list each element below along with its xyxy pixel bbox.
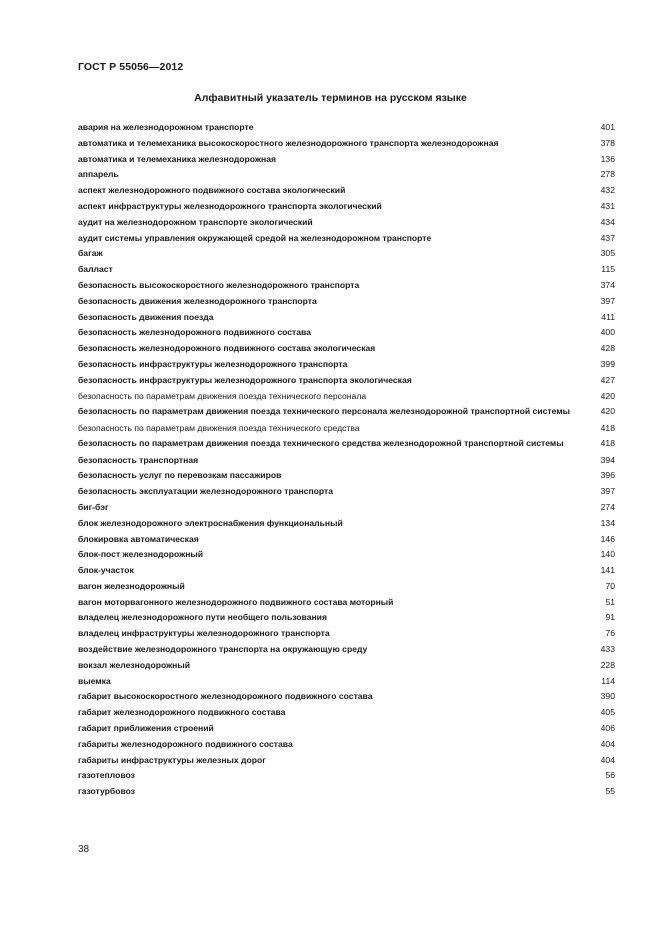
index-term: аудит системы управления окружающей средой на железнодорожном транспорте bbox=[78, 232, 432, 243]
index-term: безопасность движения железнодорожного транспорта bbox=[78, 295, 317, 306]
index-page-ref: 399 bbox=[600, 358, 615, 369]
index-page-ref: 136 bbox=[600, 153, 615, 164]
index-entry bbox=[78, 723, 615, 734]
index-page-ref: 390 bbox=[600, 691, 615, 702]
index-entry bbox=[78, 343, 615, 354]
index-page-ref: 418 bbox=[600, 422, 615, 433]
index-term: аспект инфраструктуры железнодорожного транспорта экологический bbox=[78, 200, 382, 211]
index-entry bbox=[78, 312, 615, 323]
index-entry bbox=[78, 502, 615, 513]
index-page-ref: 434 bbox=[600, 216, 615, 227]
index-page-ref: 396 bbox=[600, 470, 615, 481]
index-term: безопасность по параметрам движения поезда технического персонала bbox=[78, 390, 367, 401]
index-page-ref: 115 bbox=[601, 264, 615, 275]
index-entry bbox=[78, 676, 615, 687]
index-term: безопасность по параметрам движения поезда технического персонала железнодорожной транспортной системы bbox=[78, 406, 570, 417]
index-term: безопасность высокоскоростного железнодорожного транспорта bbox=[78, 279, 360, 290]
index-page-ref: 114 bbox=[601, 675, 615, 686]
index-entry bbox=[78, 770, 615, 781]
term-index-list bbox=[78, 122, 615, 802]
index-entry bbox=[78, 438, 615, 449]
index-term: авария на железнодорожном транспорте bbox=[78, 122, 254, 132]
index-page-ref: 378 bbox=[600, 137, 615, 148]
index-entry bbox=[78, 375, 615, 386]
index-page-ref: 141 bbox=[600, 565, 615, 576]
index-page-ref: 228 bbox=[600, 659, 615, 670]
index-term: габарит железнодорожного подвижного состава bbox=[78, 707, 286, 718]
index-term: безопасность движения поезда bbox=[78, 311, 214, 322]
index-entry bbox=[78, 518, 615, 529]
index-entry bbox=[78, 391, 615, 402]
index-term: вокзал железнодорожный bbox=[78, 659, 190, 670]
document-code: ГОСТ Р 55056—2012 bbox=[78, 61, 184, 73]
index-term: блокировка автоматическая bbox=[78, 533, 199, 544]
index-entry bbox=[78, 786, 615, 797]
index-page-ref: 56 bbox=[605, 770, 615, 781]
index-entry bbox=[78, 628, 615, 639]
index-term: безопасность эксплуатации железнодорожного транспорта bbox=[78, 486, 334, 497]
index-page-ref: 140 bbox=[600, 549, 615, 560]
index-page-ref: 146 bbox=[600, 533, 615, 544]
index-term: багаж bbox=[78, 248, 103, 259]
index-page-ref: 405 bbox=[600, 707, 615, 718]
index-page-ref: 427 bbox=[600, 374, 615, 385]
index-entry bbox=[78, 612, 615, 623]
index-page-ref: 394 bbox=[600, 454, 615, 465]
index-entry bbox=[78, 455, 615, 466]
index-entry bbox=[78, 296, 615, 307]
index-entry bbox=[78, 154, 615, 165]
index-term: габариты железнодорожного подвижного состава bbox=[78, 738, 293, 749]
index-page-ref: 70 bbox=[605, 580, 615, 591]
index-term: аспект железнодорожного подвижного состава экологический bbox=[78, 185, 346, 196]
index-page-ref: 274 bbox=[600, 501, 615, 512]
index-page-ref: 418 bbox=[600, 438, 615, 449]
index-page-ref: 401 bbox=[600, 122, 615, 132]
page-number: 38 bbox=[78, 844, 90, 855]
index-term: газотурбовоз bbox=[78, 786, 136, 797]
index-page-ref: 55 bbox=[605, 786, 615, 797]
index-entry bbox=[78, 217, 615, 228]
index-term: блок-пост железнодорожный bbox=[78, 549, 204, 560]
index-entry bbox=[78, 169, 615, 180]
index-page-ref: 433 bbox=[600, 644, 615, 655]
index-term: габарит высокоскоростного железнодорожного подвижного состава bbox=[78, 691, 373, 702]
index-term: балласт bbox=[78, 264, 113, 275]
index-term: газотепловоз bbox=[78, 770, 135, 781]
index-term: автоматика и телемеханика железнодорожная bbox=[78, 153, 277, 164]
index-entry bbox=[78, 280, 615, 291]
index-entry bbox=[78, 581, 615, 592]
index-entry bbox=[78, 264, 615, 275]
index-term: габариты инфраструктуры железных дорог bbox=[78, 754, 266, 765]
index-page-ref: 76 bbox=[605, 628, 615, 639]
index-entry bbox=[78, 138, 615, 149]
index-entry bbox=[78, 755, 615, 766]
index-term: аудит на железнодорожном транспорте экологический bbox=[78, 216, 313, 227]
index-term: биг-бэг bbox=[78, 501, 109, 512]
index-page-ref: 91 bbox=[605, 612, 615, 623]
index-entry bbox=[78, 423, 615, 434]
index-entry bbox=[78, 739, 615, 750]
index-term: вагон железнодорожный bbox=[78, 580, 185, 591]
index-entry bbox=[78, 660, 615, 671]
index-term: безопасность транспортная bbox=[78, 454, 199, 465]
index-term: блок железнодорожного электроснабжения функциональный bbox=[78, 517, 343, 528]
index-page-ref: 406 bbox=[600, 723, 615, 734]
index-entry bbox=[78, 486, 615, 497]
index-page-ref: 404 bbox=[600, 754, 615, 765]
index-page-ref: 432 bbox=[600, 185, 615, 196]
index-title: Алфавитный указатель терминов на русском языке bbox=[194, 92, 467, 104]
index-page-ref: 397 bbox=[600, 486, 615, 497]
index-page-ref: 420 bbox=[600, 406, 615, 417]
index-term: безопасность инфраструктуры железнодорожного транспорта bbox=[78, 358, 348, 369]
index-term: безопасность инфраструктуры железнодорожного транспорта экологическая bbox=[78, 374, 412, 385]
index-page-ref: 400 bbox=[600, 327, 615, 338]
index-entry bbox=[78, 201, 615, 212]
index-term: владелец железнодорожного пути необщего пользования bbox=[78, 612, 327, 623]
index-entry bbox=[78, 470, 615, 481]
index-entry bbox=[78, 707, 615, 718]
index-entry bbox=[78, 691, 615, 702]
index-term: безопасность железнодорожного подвижного состава bbox=[78, 327, 311, 338]
index-page-ref: 411 bbox=[601, 311, 615, 322]
index-term: владелец инфраструктуры железнодорожного транспорта bbox=[78, 628, 330, 639]
index-entry bbox=[78, 549, 615, 560]
index-term: автоматика и телемеханика высокоскоростного железнодорожного транспорта железнодорожная bbox=[78, 137, 499, 148]
index-entry bbox=[78, 327, 615, 338]
index-page-ref: 374 bbox=[600, 279, 615, 290]
index-term: выемка bbox=[78, 675, 111, 686]
index-term: безопасность железнодорожного подвижного состава экологическая bbox=[78, 343, 376, 354]
index-term: безопасность по параметрам движения поезда технического средства железнодорожной транспортной системы bbox=[78, 438, 564, 449]
index-term: блок-участок bbox=[78, 565, 134, 576]
index-entry bbox=[78, 534, 615, 545]
index-entry bbox=[78, 185, 615, 196]
index-term: габарит приближения строений bbox=[78, 723, 214, 734]
index-page-ref: 428 bbox=[600, 343, 615, 354]
index-term: безопасность по параметрам движения поезда технического средства bbox=[78, 422, 360, 433]
index-page-ref: 134 bbox=[600, 517, 615, 528]
index-term: аппарель bbox=[78, 169, 119, 180]
index-entry bbox=[78, 233, 615, 244]
index-entry bbox=[78, 248, 615, 259]
index-entry bbox=[78, 565, 615, 576]
index-entry bbox=[78, 359, 615, 370]
index-page-ref: 437 bbox=[600, 232, 615, 243]
index-entry bbox=[78, 122, 615, 133]
index-page-ref: 51 bbox=[605, 596, 615, 607]
index-page-ref: 431 bbox=[600, 200, 615, 211]
index-entry bbox=[78, 644, 615, 655]
index-entry bbox=[78, 597, 615, 608]
index-page-ref: 397 bbox=[600, 295, 615, 306]
index-term: безопасность услуг по перевозкам пассажиров bbox=[78, 470, 282, 481]
index-page-ref: 420 bbox=[600, 390, 615, 401]
index-page-ref: 305 bbox=[600, 248, 615, 259]
index-page-ref: 278 bbox=[600, 169, 615, 180]
index-entry bbox=[78, 406, 615, 417]
index-term: воздействие железнодорожного транспорта на окружающую среду bbox=[78, 644, 368, 655]
index-page-ref: 404 bbox=[600, 738, 615, 749]
index-term: вагон моторвагонного железнодорожного подвижного состава моторный bbox=[78, 596, 394, 607]
